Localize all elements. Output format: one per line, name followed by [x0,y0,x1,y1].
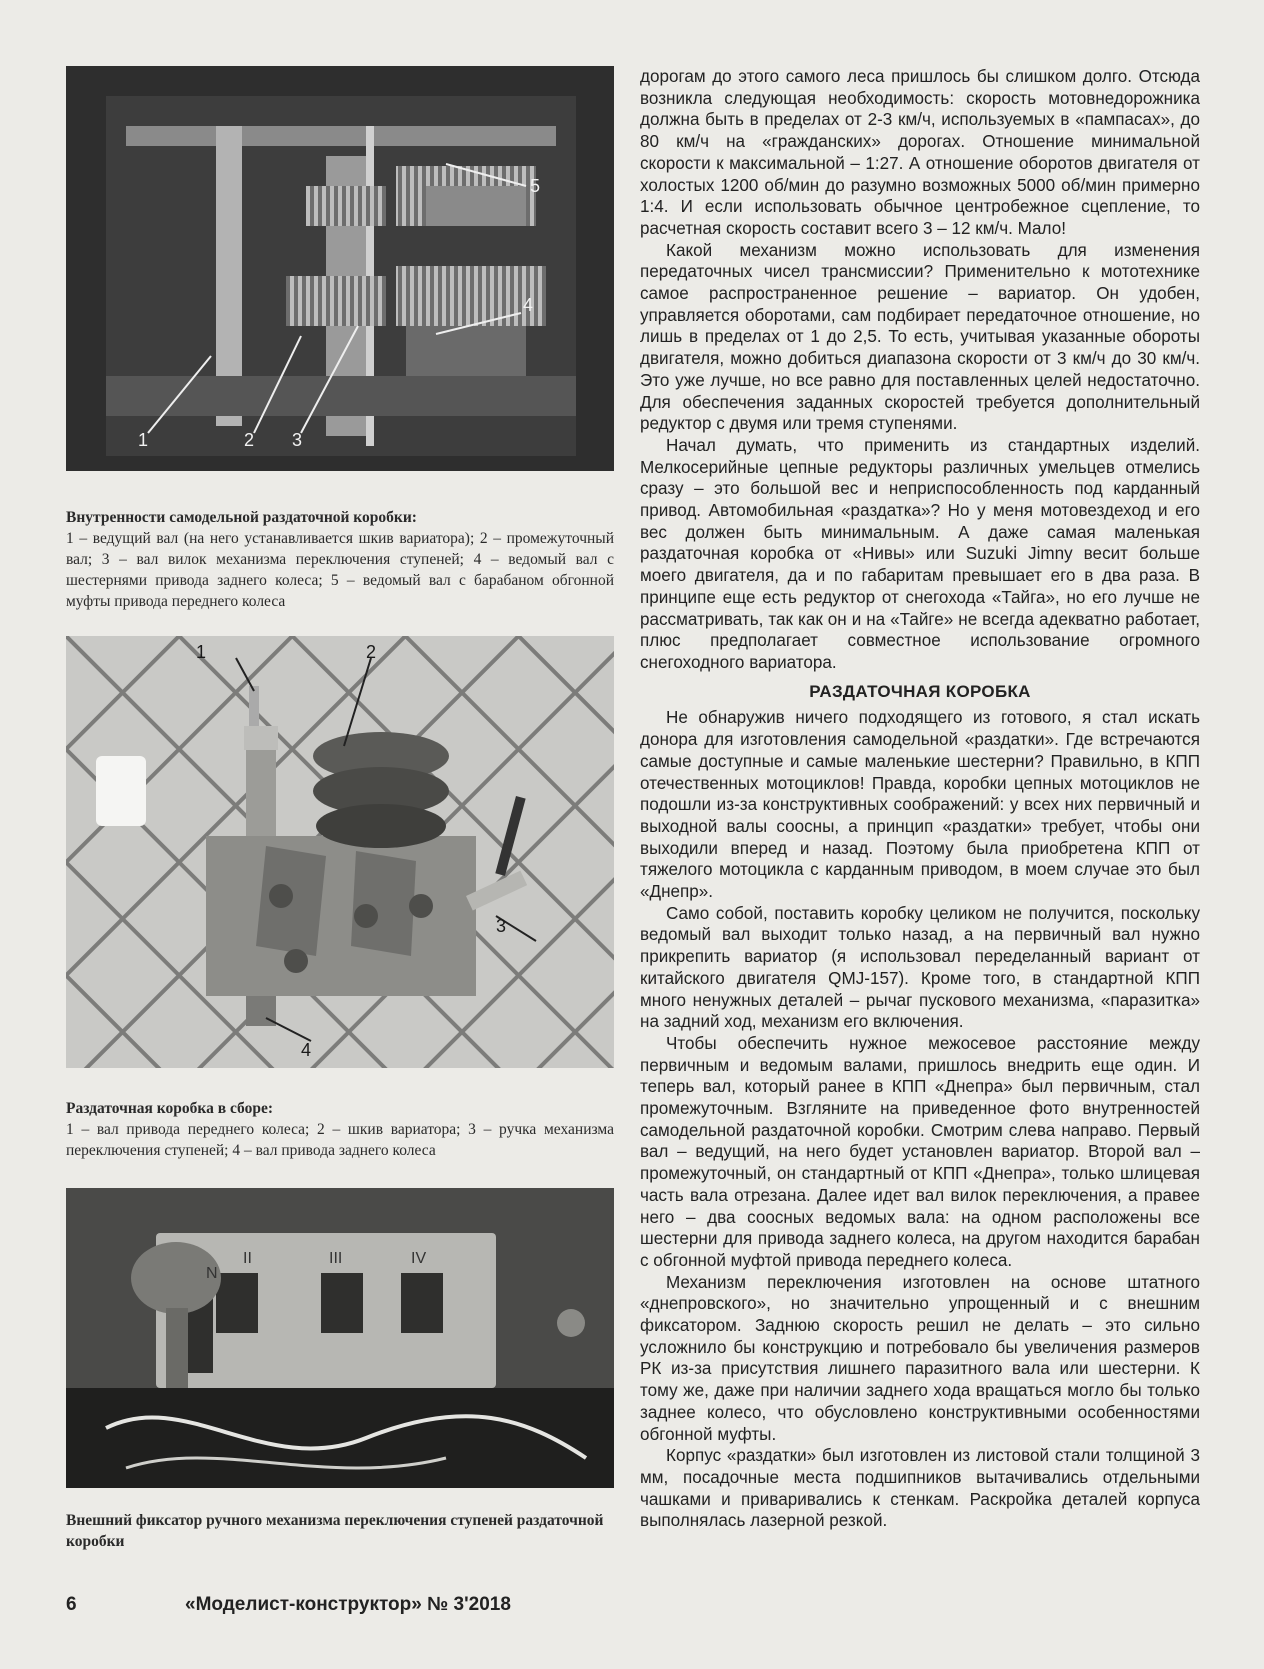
caption-photo1-body: 1 – ведущий вал (на него устанавливается шкив вариатора); 2 – промежуточный вал; 3 – вал вилок механизма переключения ступеней; 4 – ведомый вал с шестернями привода заднего колеса; 5 – ведомый вал с барабаном обгонной муфты привода переднего колеса [66,530,614,610]
gear-label-n: N [206,1265,218,1282]
article-paragraph: Само собой, поставить коробку целиком не получится, поскольку ведомый вал выходит только назад, а на первичный вал нужно прикрепить вариатор (я использовал переделанный вариант от китайского двигателя QMJ-157). Кроме того, в стандартной КПП много ненужных деталей – рычаг пускового механизма, «паразитка» на задний ход, механизм его включения. [640,903,1200,1032]
label-4: 4 [523,295,534,315]
label-1: 1 [196,642,207,662]
article-paragraph: Механизм переключения изготовлен на основе штатного «днепровского», но значительно упрощенный и с внешним фиксатором. Заднюю скорость решил не делать – это сильно усложнило бы конструкцию и потребовало бы увеличения размеров РК из-за присутствия лишнего паразитного вала или шестерни. К тому же, даже при наличии заднего хода вращаться могло бы только заднее колесо, что обусловлено конструктивными особенностями обгонной муфты. [640,1272,1200,1444]
section-heading: РАЗДАТОЧНАЯ КОРОБКА [809,681,1031,701]
article-paragraph: дорогам до этого самого леса пришлось бы слишком долго. Отсюда возникла следующая необходимость: скорость мотовнедорожника должна быть в пределах от 2-3 км/ч, используемых в «пампасах», до 80 км/ч на «гражданских» дорогах. Отношение минимальной скорости к максимальной – 1:27. А отношение оборотов двигателя от холостых 1200 об/мин до разумно возможных 5000 об/мин примерно 1:4. И если использовать обычное центробежное сцепление, то расчетная скорость составит всего 3 – 12 км/ч. Мало! [640,67,1200,238]
label-3: 3 [292,430,303,450]
label-2: 2 [366,642,377,662]
page-number: 6 [66,1594,77,1615]
label-1: 1 [138,430,149,450]
label-4: 4 [301,1040,312,1060]
article-paragraph: Начал думать, что применить из стандартных изделий. Мелкосерийные цепные редукторы различных умельцев отмелись сразу – это большой вес и неприспособленность под карданный привод. Автомобильная «раздатка»? Но у меня мотовездеход и его вес должен быть минимальным. А даже самая маленькая раздаточная коробка от «Нивы» или Suzuki Jimny весит больше моего двигателя, да и по габаритам превышает его в два раза. В принципе еще есть редуктор от снегохода «Тайга», но его лучше не рассматривать, так как он и на «Тайге» не всегда адекватно работает, плюс предполагает совместное использование огромного снегоходного вариатора. [640,435,1200,672]
article-paragraph: Какой механизм можно использовать для изменения передаточных чисел трансмиссии? Применительно к мототехнике самое распространенное решение – вариатор. Он удобен, управляется оборотами, сам подбирает передаточное отношение, но лишь в пределах от 1 до 2,5. То есть, учитывая указанные обороты двигателя, можно добиться диапазона скорости от 3 км/ч до 30 км/ч. Это уже лучше, но все равно для поставленных целей недостаточно. Для обеспечения заданных скоростей требуется дополнительный редуктор с двумя или тремя ступенями. [640,240,1200,434]
article-paragraph: Не обнаружив ничего подходящего из готового, я стал искать донора для изготовления самодельной «раздатки». Где встречаются самые доступные и самые маленькие шестерни? Правильно, в КПП отечественных мотоциклов! Правда, коробки цепных мотоциклов не подошли из-за конструктивных соображений: у всех них первичный и выходной валы соосны, а принцип «раздатки» требует, чтобы они выходили вперед и назад. Поэтому была приобретена КПП от тяжелого мотоцикла с карданным приводом, в моем случае это был «Днепр». [640,708,1200,902]
label-2: 2 [244,430,255,450]
article-column [640,66,1200,1532]
gear-label-2: II [243,1250,252,1267]
caption-photo3-title: Внешний фиксатор ручного механизма переключения ступеней раздаточной коробки [66,1512,604,1550]
caption-photo2 [66,1098,614,1161]
gear-label-3: III [329,1250,343,1267]
article-paragraph: Корпус «раздатки» был изготовлен из листовой стали толщиной 3 мм, посадочные места подшипников вытачивались отдельными чашками и приваривались к стенкам. Раскройка деталей корпуса выполнялась лазерной резкой. [640,1446,1200,1531]
caption-photo1-title: Внутренности самодельной раздаточной коробки: [66,509,417,526]
photo-assembled-case [66,636,614,1068]
gear-label-4: IV [411,1250,427,1267]
caption-photo2-title: Раздаточная коробка в сборе: [66,1100,273,1117]
photo-shift-fixator [66,1188,614,1488]
label-5: 5 [530,176,541,196]
photo-gearbox-internals [66,66,614,471]
caption-photo3 [66,1510,614,1552]
magazine-title: «Моделист-конструктор» № 3'2018 [185,1594,511,1615]
caption-photo1 [66,507,614,612]
article-paragraph: Чтобы обеспечить нужное межосевое расстояние между первичным и ведомым валами, пришлось внедрить еще один. И теперь вал, который ранее в КПП «Днепра» был первичным, стал промежуточным. Взгляните на приведенное фото внутренностей самодельной раздаточной коробки. Смотрим слева направо. Первый вал – ведущий, на него будет установлен вариатор. Второй вал – промежуточный, он стандартный от КПП «Днепра», только шлицевая часть вала отрезана. Далее идет вал вилок переключения, а правее него – два соосных ведомых вала: на одном расположены все шестерни для привода заднего колеса, на другом находится барабан с обгонной муфтой привода переднего колеса. [640,1033,1200,1270]
caption-photo2-body: 1 – вал привода переднего колеса; 2 – шкив вариатора; 3 – ручка механизма переключения ступеней; 4 – вал привода заднего колеса [66,1121,614,1159]
label-3: 3 [496,916,507,936]
